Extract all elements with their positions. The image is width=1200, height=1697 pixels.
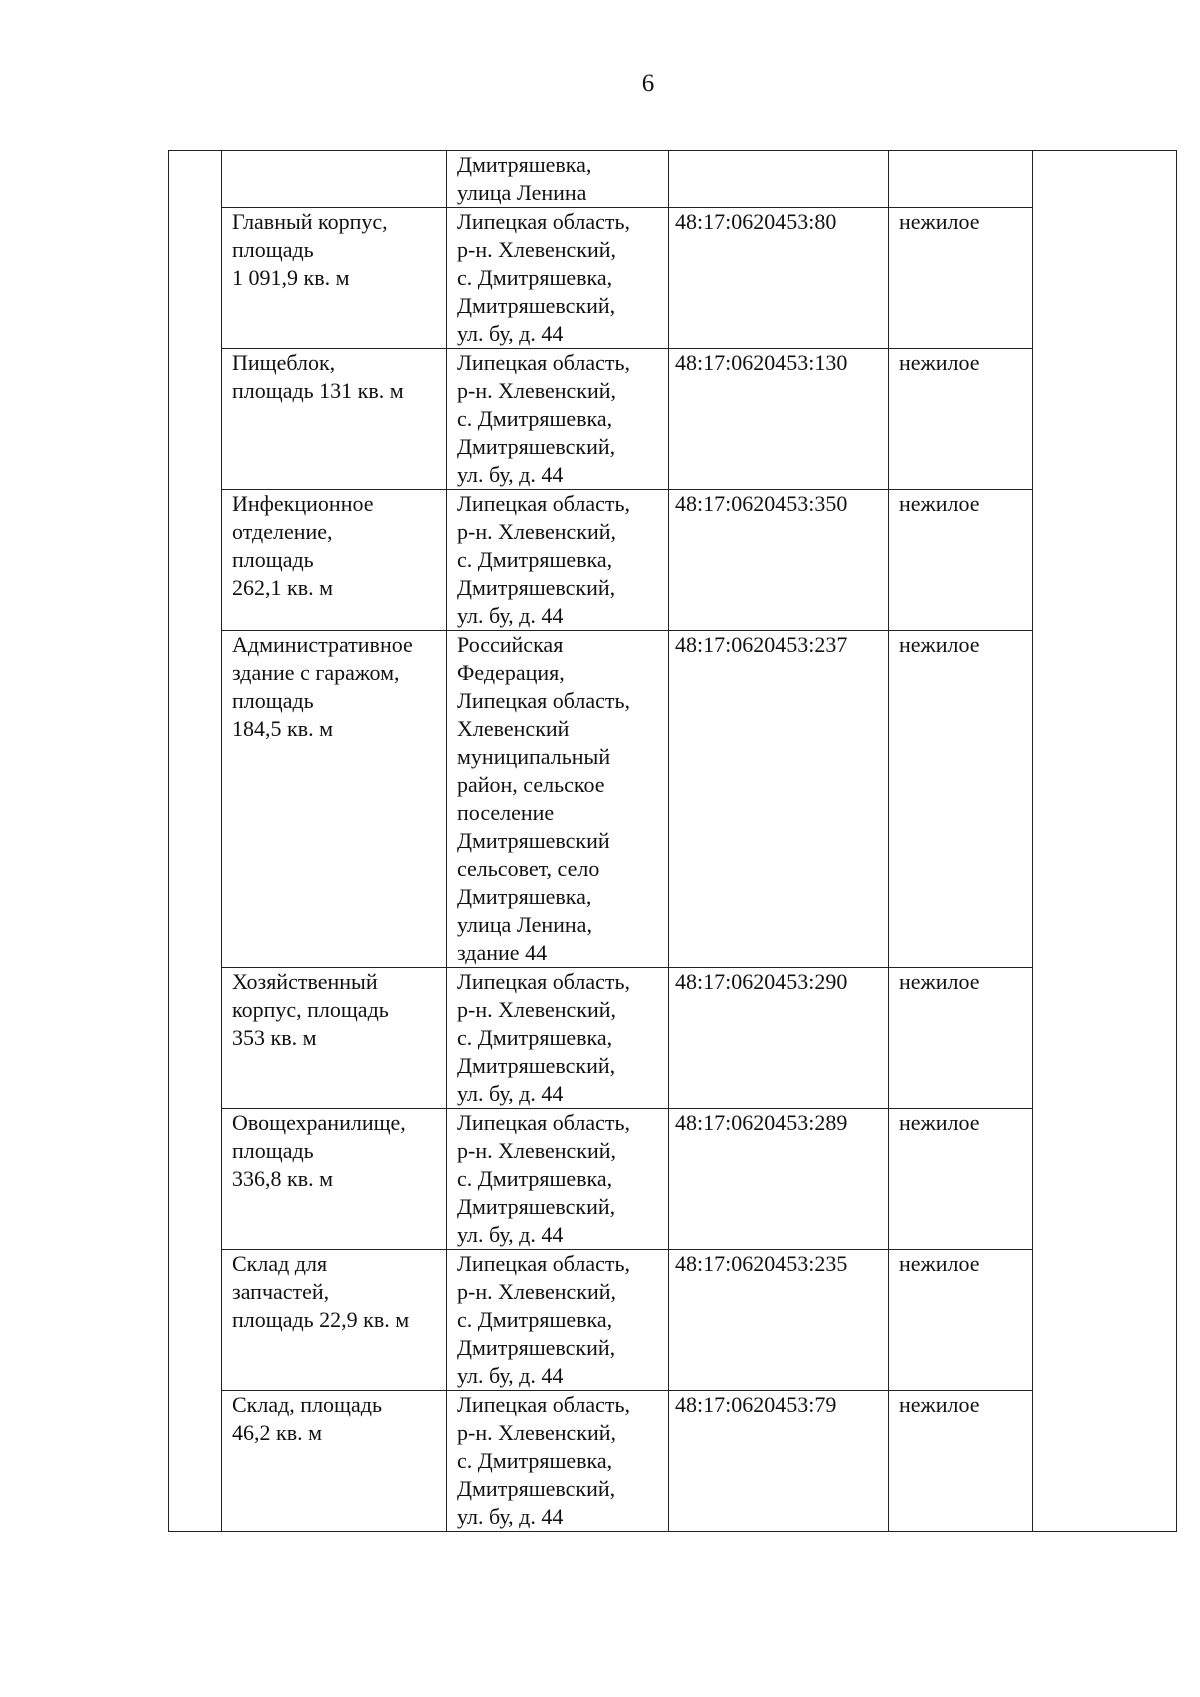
address-cell: Дмитряшевка, улица Ленина bbox=[447, 151, 669, 208]
page-number: 6 bbox=[641, 70, 655, 97]
cadastral-number-cell: 48:17:0620453:80 bbox=[669, 208, 889, 349]
object-name-cell: Склад, площадь 46,2 кв. м bbox=[222, 1391, 447, 1532]
property-table bbox=[168, 150, 1177, 1532]
object-type-cell: нежилое bbox=[889, 1391, 1033, 1532]
cadastral-number-cell: 48:17:0620453:350 bbox=[669, 490, 889, 631]
object-type-cell: нежилое bbox=[889, 631, 1033, 968]
object-name-cell: Пищеблок, площадь 131 кв. м bbox=[222, 349, 447, 490]
cadastral-number-cell: 48:17:0620453:130 bbox=[669, 349, 889, 490]
object-name-cell bbox=[222, 151, 447, 208]
number-column-cell bbox=[169, 151, 222, 1532]
address-cell: Липецкая область, р-н. Хлевенский, с. Дмитряшевка, Дмитряшевский, ул. бу, д. 44 bbox=[447, 1391, 669, 1532]
object-name-cell: Административное здание с гаражом, площадь 184,5 кв. м bbox=[222, 631, 447, 968]
object-name-cell: Овощехранилище, площадь 336,8 кв. м bbox=[222, 1109, 447, 1250]
address-cell: Липецкая область, р-н. Хлевенский, с. Дмитряшевка, Дмитряшевский, ул. бу, д. 44 bbox=[447, 490, 669, 631]
object-type-cell: нежилое bbox=[889, 1109, 1033, 1250]
cadastral-number-cell: 48:17:0620453:79 bbox=[669, 1391, 889, 1532]
table-row bbox=[169, 968, 1177, 1109]
object-name-cell: Склад для запчастей, площадь 22,9 кв. м bbox=[222, 1250, 447, 1391]
table-row bbox=[169, 1391, 1177, 1532]
address-cell: Липецкая область, р-н. Хлевенский, с. Дмитряшевка, Дмитряшевский, ул. бу, д. 44 bbox=[447, 968, 669, 1109]
cadastral-number-cell: 48:17:0620453:237 bbox=[669, 631, 889, 968]
table-row bbox=[169, 1109, 1177, 1250]
address-cell: Липецкая область, р-н. Хлевенский, с. Дмитряшевка, Дмитряшевский, ул. бу, д. 44 bbox=[447, 1250, 669, 1391]
table-row bbox=[169, 490, 1177, 631]
table-row bbox=[169, 1250, 1177, 1391]
extra-column-cell bbox=[1033, 151, 1177, 1532]
table-row bbox=[169, 631, 1177, 968]
address-cell: Российская Федерация, Липецкая область, Хлевенский муниципальный район, сельское поселение Дмитряшевский сельсовет, село Дмитряшевка, улица Ленина, здание 44 bbox=[447, 631, 669, 968]
object-type-cell: нежилое bbox=[889, 349, 1033, 490]
table-row bbox=[169, 208, 1177, 349]
object-type-cell bbox=[889, 151, 1033, 208]
cadastral-number-cell: 48:17:0620453:289 bbox=[669, 1109, 889, 1250]
object-name-cell: Хозяйственный корпус, площадь 353 кв. м bbox=[222, 968, 447, 1109]
address-cell: Липецкая область, р-н. Хлевенский, с. Дмитряшевка, Дмитряшевский, ул. бу, д. 44 bbox=[447, 1109, 669, 1250]
object-type-cell: нежилое bbox=[889, 490, 1033, 631]
address-cell: Липецкая область, р-н. Хлевенский, с. Дмитряшевка, Дмитряшевский, ул. бу, д. 44 bbox=[447, 208, 669, 349]
cadastral-number-cell: 48:17:0620453:235 bbox=[669, 1250, 889, 1391]
cadastral-number-cell: 48:17:0620453:290 bbox=[669, 968, 889, 1109]
object-type-cell: нежилое bbox=[889, 1250, 1033, 1391]
object-name-cell: Инфекционное отделение, площадь 262,1 кв. м bbox=[222, 490, 447, 631]
object-type-cell: нежилое bbox=[889, 968, 1033, 1109]
object-name-cell: Главный корпус, площадь 1 091,9 кв. м bbox=[222, 208, 447, 349]
object-type-cell: нежилое bbox=[889, 208, 1033, 349]
table-row bbox=[169, 349, 1177, 490]
address-cell: Липецкая область, р-н. Хлевенский, с. Дмитряшевка, Дмитряшевский, ул. бу, д. 44 bbox=[447, 349, 669, 490]
cadastral-number-cell bbox=[669, 151, 889, 208]
table-row bbox=[169, 151, 1177, 208]
